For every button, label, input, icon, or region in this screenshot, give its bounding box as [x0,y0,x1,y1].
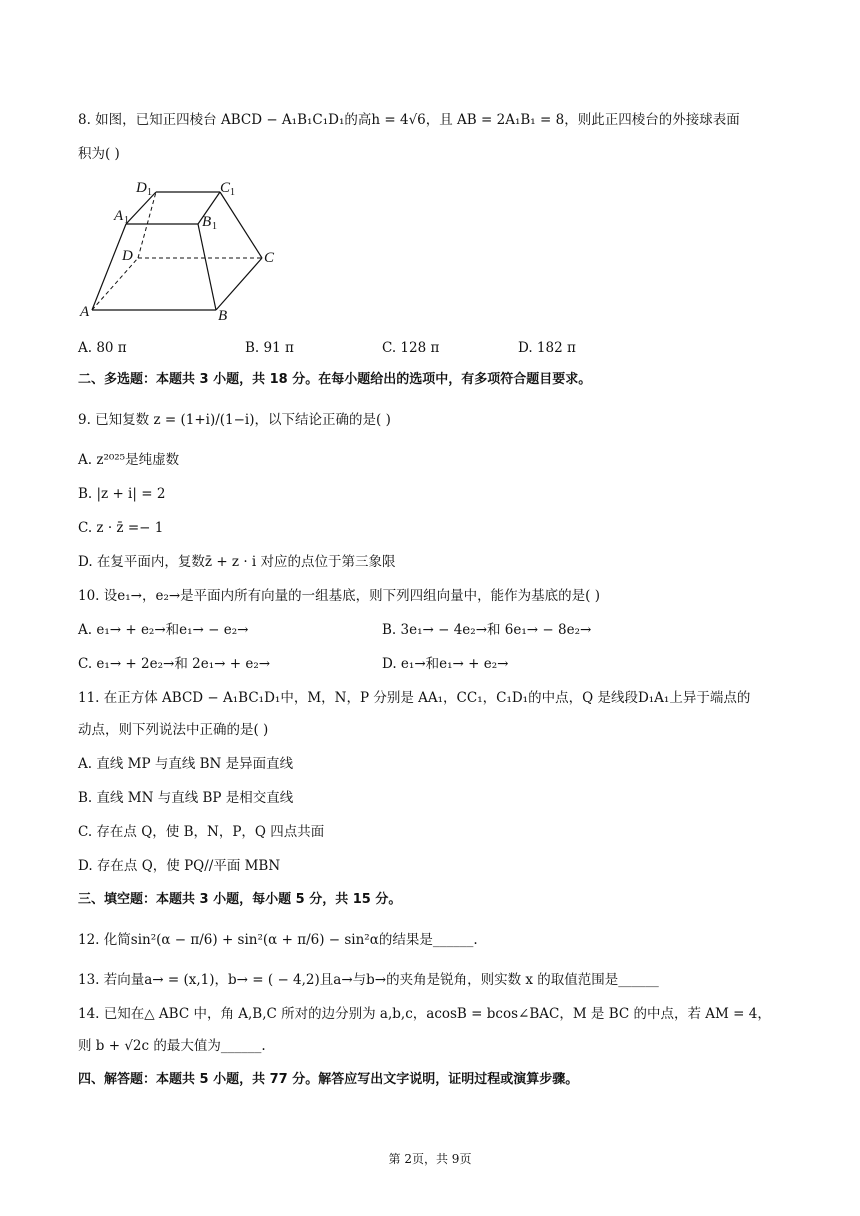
q14-stem-line2: 则 b + √2c 的最大值为______. [78,1038,266,1054]
q8-option-c: C. 128 π [382,340,440,356]
q11-stem-line2: 动点，则下列说法中正确的是( ) [78,722,269,738]
section-3-heading: 三、填空题：本题共 3 小题，每小题 5 分，共 15 分。 [78,892,402,907]
q10-option-a: A. e₁→ + e₂→和e₁→ − e₂→ [78,622,249,638]
q11-option-d: D. 存在点 Q，使 PQ//平面 MBN [78,858,281,874]
q9-option-a: A. z²⁰²⁵是纯虚数 [78,452,180,468]
label-B1: B [202,214,212,230]
label-D1: D [136,180,147,196]
q10-stem: 10. 设e₁→，e₂→是平面内所有向量的一组基底，则下列四组向量中，能作为基底的是( ) [78,588,601,604]
q8-option-d: D. 182 π [518,340,576,356]
q12-stem: 12. 化简sin²(α − π/6) + sin²(α + π/6) − sin²α的结果是______. [78,932,478,948]
q8-stem-line1: 8. 如图，已知正四棱台 ABCD − A₁B₁C₁D₁的高h = 4√6，且 AB = 2A₁B₁ = 8，则此正四棱台的外接球表面 [78,112,740,128]
page-footer: 第 2页，共 9页 [388,1152,472,1166]
q11-option-a: A. 直线 MP 与直线 BN 是异面直线 [78,756,294,772]
label-B: B [218,308,228,324]
label-D: D [122,248,133,264]
q10-option-c: C. e₁→ + 2e₂→和 2e₁→ + e₂→ [78,656,271,672]
q14-stem-line1: 14. 已知在△ ABC 中，角 A,B,C 所对的边分别为 a,b,c，acosB = bcos∠BAC，M 是 BC 的中点，若 AM = 4， [78,1006,771,1022]
label-C1-sub: 1 [230,187,235,198]
section-2-heading: 二、多选题：本题共 3 小题，共 18 分。在每小题给出的选项中，有多项符合题目要求。 [78,372,592,387]
q10-option-d: D. e₁→和e₁→ + e₂→ [382,656,509,672]
q11-option-b: B. 直线 MN 与直线 BP 是相交直线 [78,790,294,806]
q9-option-d: D. 在复平面内，复数z̄ + z · i 对应的点位于第三象限 [78,554,396,570]
q10-option-b: B. 3e₁→ − 4e₂→和 6e₁→ − 8e₂→ [382,622,592,638]
label-D1-sub: 1 [147,187,152,198]
label-B1-sub: 1 [212,221,217,232]
q9-option-b: B. |z + i| = 2 [78,486,166,502]
q8-option-b: B. 91 π [245,340,294,356]
label-A1-sub: 1 [124,215,129,226]
q13-stem: 13. 若向量a→ = (x,1)，b→ = ( − 4,2)且a→与b→的夹角是锐角，则实数 x 的取值范围是______ [78,972,659,988]
frustum-figure [78,178,288,324]
q8-option-a: A. 80 π [78,340,127,356]
label-C1: C [220,180,231,196]
q9-option-c: C. z · z̄ =− 1 [78,520,164,536]
label-A: A [80,304,90,320]
label-C: C [264,250,275,266]
section-4-heading: 四、解答题：本题共 5 小题，共 77 分。解答应写出文字说明，证明过程或演算步骤。 [78,1072,579,1087]
q9-stem: 9. 已知复数 z = (1+i)/(1−i)，以下结论正确的是( ) [78,412,391,428]
label-A1: A [114,208,124,224]
q11-option-c: C. 存在点 Q，使 B，N，P，Q 四点共面 [78,824,325,840]
q8-stem-line2: 积为( ) [78,146,120,162]
q11-stem-line1: 11. 在正方体 ABCD − A₁BC₁D₁中，M，N，P 分别是 AA₁，CC₁，C₁D₁的中点，Q 是线段D₁A₁上异于端点的 [78,690,751,706]
